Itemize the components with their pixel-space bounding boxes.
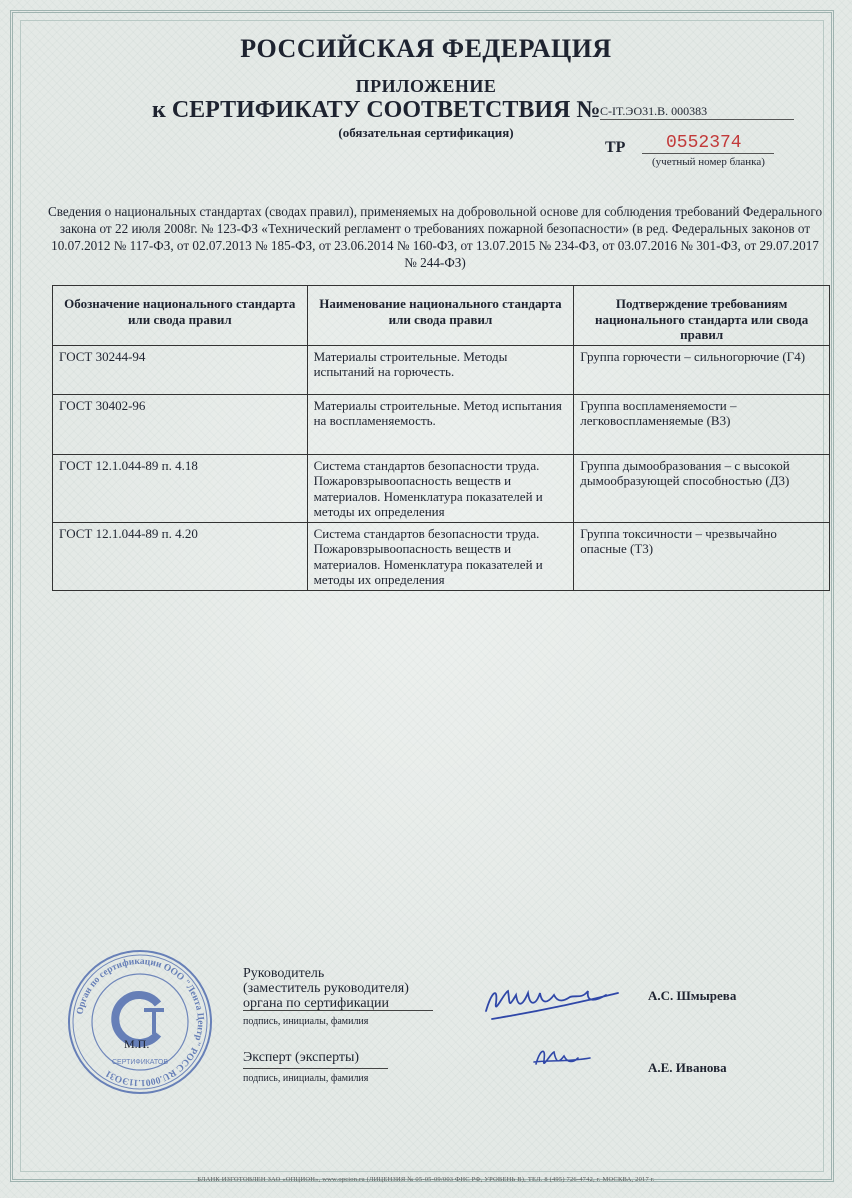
- cell-designation: ГОСТ 12.1.044-89 п. 4.18: [53, 454, 308, 522]
- table-row: [53, 522, 830, 590]
- standards-table: [52, 285, 830, 591]
- table-row: [53, 454, 830, 522]
- head-signature-icon: [478, 973, 628, 1033]
- country-title: РОССИЙСКАЯ ФЕДЕРАЦИЯ: [240, 34, 612, 63]
- cell-name: Система стандартов безопасности труда. Пожаровзрывоопасность веществ и материалов. Номенклатура показателей и методы их определения: [307, 522, 574, 590]
- cell-name: Система стандартов безопасности труда. Пожаровзрывоопасность веществ и материалов. Номенклатура показателей и методы их определения: [307, 454, 574, 522]
- cell-confirmation: Группа токсичности – чрезвычайно опасные (Т3): [574, 522, 830, 590]
- cell-confirmation: Группа горючести – сильногорючие (Г4): [574, 345, 830, 394]
- cell-designation: ГОСТ 30402-96: [53, 394, 308, 454]
- cell-name: Материалы строительные. Методы испытаний на горючесть.: [307, 345, 574, 394]
- certificate-title: к СЕРТИФИКАТУ СООТВЕТСТВИЯ №: [152, 97, 601, 123]
- expert-name: А.Е. Иванова: [648, 1060, 727, 1075]
- header-designation: Обозначение национального стандарта или свода правил: [53, 286, 308, 346]
- certificate-number: С-IT.ЭО31.В. 000383: [600, 104, 794, 120]
- seal-label: М.П.: [124, 1037, 150, 1051]
- tr-label: ТР: [605, 139, 626, 156]
- printer-footer: БЛАНК ИЗГОТОВЛЕН ЗАО «ОПЦИОН», www.opcion.ru (ЛИЦЕНЗИЯ № 05-05-09/003 ФНС РФ, УРОВЕНЬ В), ТЕЛ. 8 (495) 726-4742, г. МОСКВА, 2017 г.: [197, 1176, 655, 1183]
- head-signature-caption: подпись, инициалы, фамилия: [243, 1016, 369, 1027]
- svg-text:Орган по сертификации ООО "Лен: [75, 957, 205, 1087]
- ct-logo-icon: [115, 995, 164, 1043]
- cell-name: Материалы строительные. Метод испытания на воспламеняемость.: [307, 394, 574, 454]
- head-line2: (заместитель руководителя): [243, 981, 409, 996]
- expert-signature-icon: [528, 1040, 598, 1074]
- header-name: Наименование национального стандарта или свода правил: [307, 286, 574, 346]
- cell-confirmation: Группа дымообразования – с высокой дымообразующей способностью (Д3): [574, 454, 830, 522]
- head-signature-line: [243, 1010, 433, 1011]
- header-confirmation: Подтверждение требованиям национального стандарта или свода правил: [574, 286, 830, 346]
- head-name: А.С. Шмырева: [648, 988, 737, 1003]
- appendix-title: ПРИЛОЖЕНИЕ: [355, 76, 497, 96]
- head-line3: органа по сертификации: [243, 996, 390, 1011]
- intro-paragraph: Сведения о национальных стандартах (сводах правил), применяемых на добровольной основе для соблюдения требований Федерального закона от 22 июля 2008г. № 123-ФЗ «Технический регламент о требованиях пожарной безопасности» (в ред. Федеральных законов от 10.07.2012 № 117-ФЗ, от 02.07.2013 № 185-ФЗ, от 23.06.2014 № 160-ФЗ, от 13.07.2015 № 234-ФЗ, от 03.07.2016 № 301-ФЗ, от 29.07.2017 № 244-ФЗ): [47, 204, 823, 270]
- stamp-inner-text: СЕРТИФИКАТОВ: [111, 1059, 169, 1066]
- expert-signature-caption: подпись, инициалы, фамилия: [243, 1073, 369, 1084]
- table-row: [53, 345, 830, 394]
- head-line1: Руководитель: [243, 966, 325, 981]
- head-signature-label: [243, 966, 409, 1011]
- expert-signature-line: [243, 1068, 388, 1069]
- blank-number: 0552374: [642, 133, 774, 154]
- stamp-ring-text: Орган по сертификации ООО "Лента Центр" РОСС RU.0001.11ЭО31: [75, 956, 206, 1088]
- organization-stamp: [66, 948, 214, 1096]
- cell-designation: ГОСТ 30244-94: [53, 345, 308, 394]
- cell-designation: ГОСТ 12.1.044-89 п. 4.20: [53, 522, 308, 590]
- table-row: [53, 394, 830, 454]
- expert-label: Эксперт (эксперты): [243, 1050, 360, 1065]
- blank-number-caption: (учетный номер бланка): [652, 156, 765, 168]
- certification-type: (обязательная сертификация): [338, 125, 514, 140]
- table-header-row: [53, 286, 830, 346]
- cell-confirmation: Группа воспламеняемости – легковоспламеняемые (В3): [574, 394, 830, 454]
